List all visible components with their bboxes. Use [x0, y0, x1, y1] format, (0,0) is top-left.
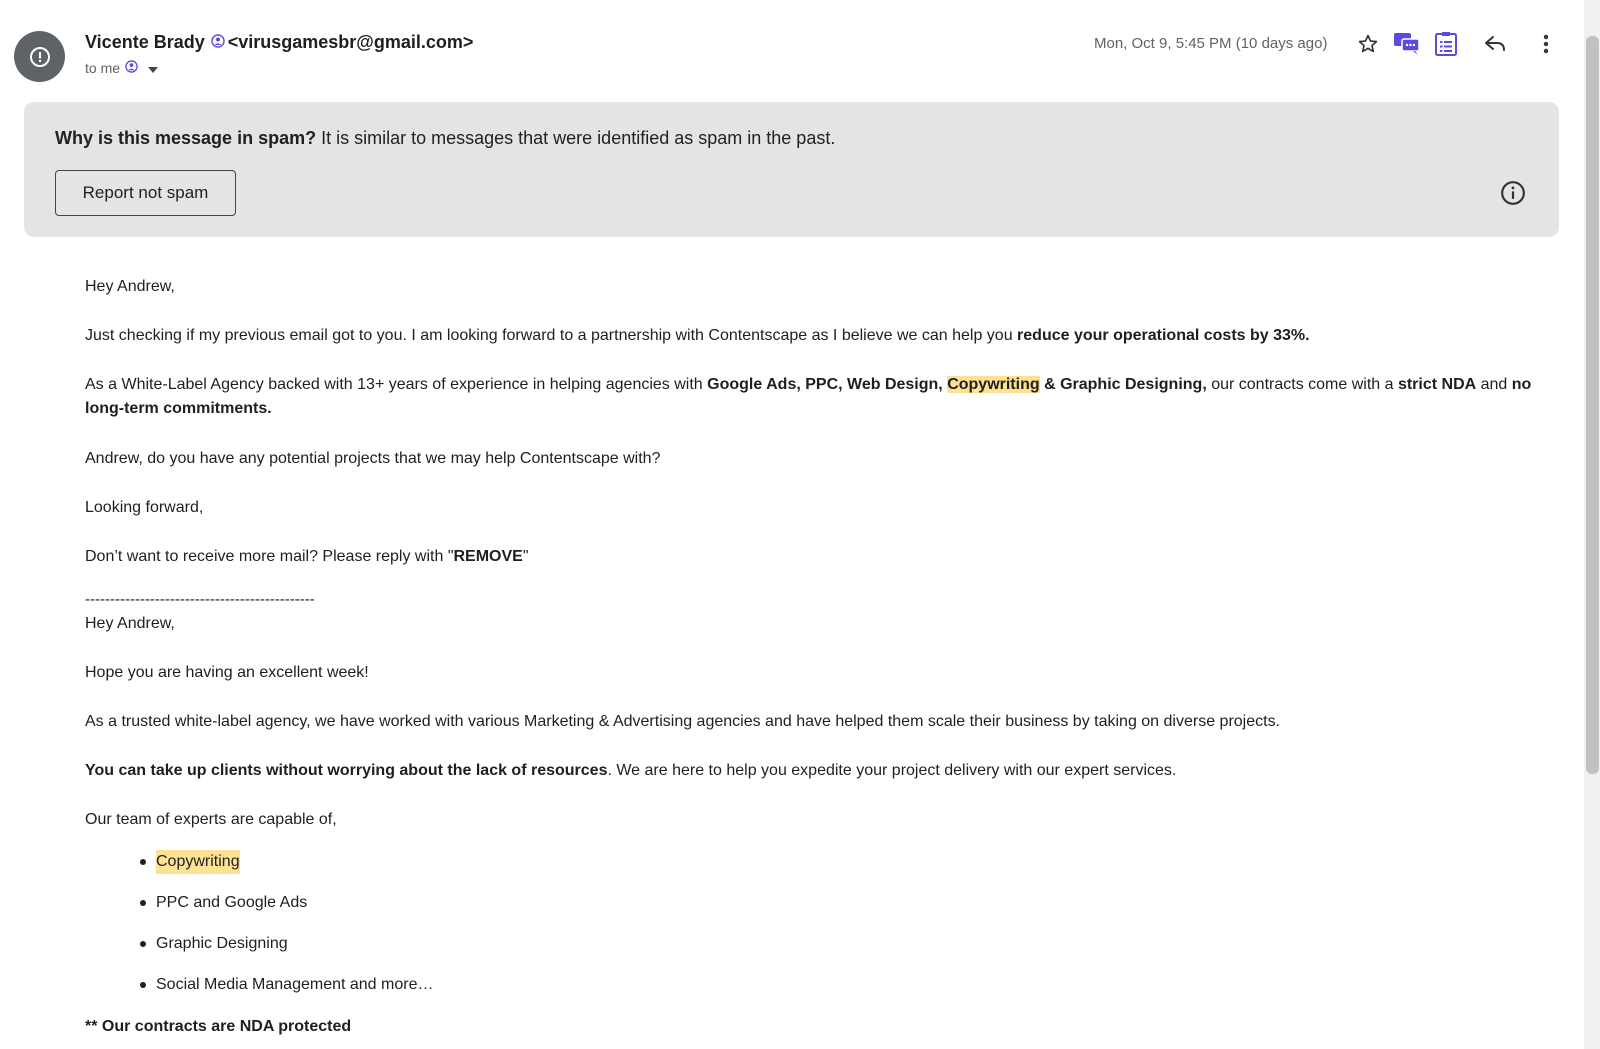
p2-text-e: our contracts come with a	[1206, 376, 1398, 393]
tasks-icon[interactable]	[1431, 29, 1461, 59]
spam-explanation	[55, 128, 835, 149]
bullet-dot	[140, 941, 146, 947]
p8-bold: You can take up clients without worrying about the lack of resources	[85, 762, 608, 779]
greeting-1: Hey Andrew,	[85, 278, 175, 295]
bullet-dot	[140, 982, 146, 988]
chat-icon[interactable]	[1392, 29, 1422, 59]
p1-bold: reduce your operational costs by 33%.	[1017, 327, 1310, 344]
list-item	[140, 891, 307, 915]
bullet-text: Graphic Designing	[156, 935, 288, 952]
reply-icon[interactable]	[1480, 29, 1510, 59]
list-item	[140, 850, 240, 874]
p5-text-a: Don’t want to receive more mail? Please reply with "	[85, 548, 454, 565]
paragraph-10	[85, 1015, 351, 1039]
paragraph-6: Hope you are having an excellent week!	[85, 664, 369, 681]
paragraph-9: Our team of experts are capable of,	[85, 811, 337, 828]
scrollbar-thumb[interactable]	[1586, 36, 1599, 774]
p2-text-g: and	[1476, 376, 1512, 393]
bullet-dot	[140, 900, 146, 906]
bullet-text: Social Media Management and more…	[156, 976, 434, 993]
p2-bold-commitments: no long-term commitments.	[85, 376, 1532, 417]
p2-text-a: As a White-Label Agency backed with 13+ years of experience in helping agencies with	[85, 376, 708, 393]
paragraph-7: As a trusted white-label agency, we have worked with various Marketing & Advertising agencies and have helped them scale their business by taking on diverse projects.	[85, 713, 1281, 730]
paragraph-1	[85, 324, 1310, 348]
verified-sender-icon	[211, 32, 225, 53]
paragraph-3: Andrew, do you have any potential projects that we may help Contentscape with?	[85, 450, 661, 467]
p2-bold-graphic: & Graphic Designing,	[1039, 376, 1207, 393]
show-details-caret-icon[interactable]	[148, 60, 158, 76]
p2-highlight-copywriting: Copywriting	[947, 376, 1040, 393]
divider-line: ----------------------------------------------	[85, 591, 315, 608]
greeting-2: Hey Andrew,	[85, 615, 175, 632]
paragraph-5	[85, 545, 529, 569]
sender-line	[85, 32, 473, 53]
p5-bold-remove: REMOVE	[453, 548, 523, 565]
p1-text: Just checking if my previous email got to you. I am looking forward to a partnership with Contentscape as I believe we can help you	[85, 327, 1018, 344]
info-icon[interactable]	[1500, 180, 1526, 206]
paragraph-2	[85, 373, 1565, 421]
p5-text-c: "	[522, 548, 529, 565]
paragraph-4: Looking forward,	[85, 499, 204, 516]
bullet-text: PPC and Google Ads	[156, 894, 308, 911]
p2-bold-services: Google Ads, PPC, Web Design,	[707, 376, 948, 393]
spam-warning-banner	[24, 102, 1559, 237]
recipient-line	[85, 60, 158, 76]
more-vert-icon[interactable]	[1531, 29, 1561, 59]
report-not-spam-button[interactable]: Report not spam	[55, 170, 236, 216]
list-item	[140, 932, 288, 956]
spam-question: Why is this message in spam?	[55, 128, 317, 148]
p8-text: . We are here to help you expedite your project delivery with our expert services.	[607, 762, 1177, 779]
p10-bold: ** Our contracts are NDA protected	[85, 1018, 352, 1035]
bullet-text-copywriting: Copywriting	[156, 850, 240, 874]
to-label: to me	[85, 60, 121, 76]
sender-name[interactable]: Vicente Brady	[85, 32, 205, 52]
alert-icon	[28, 45, 52, 69]
star-icon[interactable]	[1353, 29, 1383, 59]
list-item	[140, 973, 433, 997]
bullet-dot	[140, 859, 146, 865]
recipient-verified-icon	[125, 60, 138, 76]
sender-avatar[interactable]	[14, 31, 65, 82]
spam-reason: It is similar to messages that were identified as spam in the past.	[316, 128, 836, 148]
message-date: Mon, Oct 9, 5:45 PM (10 days ago)	[1094, 35, 1328, 52]
p2-bold-nda: strict NDA	[1397, 376, 1477, 393]
sender-email: <virusgamesbr@gmail.com>	[227, 32, 474, 52]
paragraph-8	[85, 759, 1176, 783]
